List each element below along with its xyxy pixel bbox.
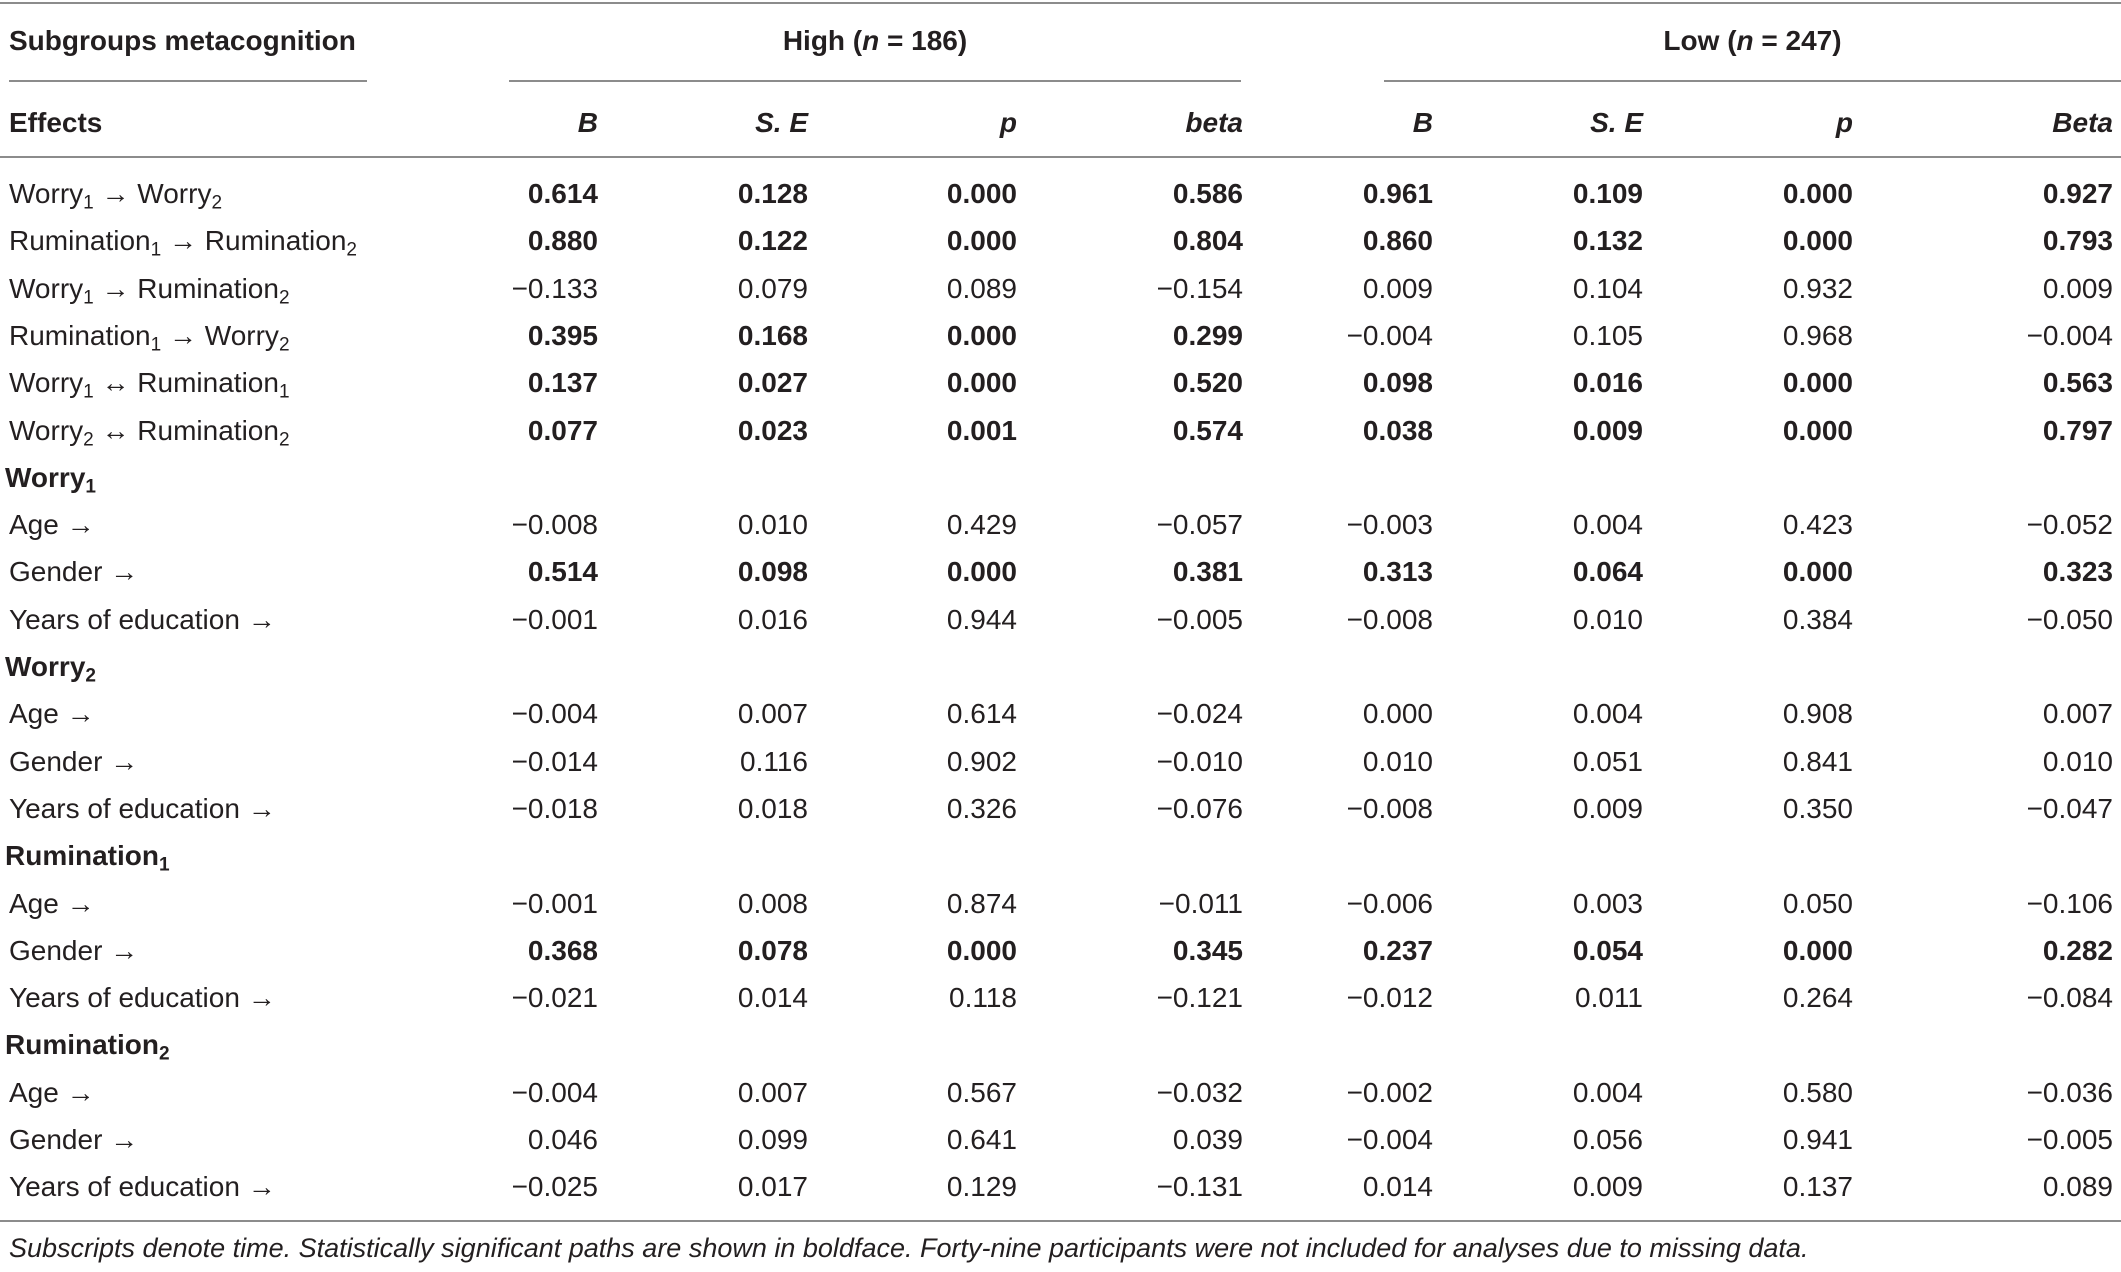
table-cell: −0.057	[1156, 509, 1243, 541]
table-cell: 0.423	[1782, 509, 1853, 541]
table-cell: −0.021	[511, 982, 598, 1014]
table-cell: 0.009	[1572, 414, 1643, 446]
table-cell: 0.089	[946, 272, 1017, 304]
low-group-underline	[1384, 80, 2121, 82]
table-cell: 0.841	[1782, 745, 1853, 777]
table-cell: 0.429	[946, 509, 1017, 541]
table-cell: −0.005	[1156, 603, 1243, 635]
table-cell: 0.350	[1782, 792, 1853, 824]
table-cell: 0.014	[737, 982, 808, 1014]
header-bottom-rule	[0, 156, 2121, 158]
table-cell: 0.000	[1782, 934, 1853, 966]
table-cell: 0.009	[1362, 272, 1433, 304]
table-cell: −0.011	[1158, 887, 1243, 919]
table-cell: 0.520	[1172, 367, 1243, 399]
table-cell: 0.077	[527, 414, 598, 446]
table-cell: 0.000	[946, 367, 1017, 399]
table-cell: 0.046	[527, 1124, 598, 1155]
table-cell: 0.874	[946, 887, 1017, 919]
table-cell: 0.099	[737, 1124, 808, 1155]
row-label: Gender →	[9, 1124, 139, 1155]
table-cell: 0.282	[2042, 934, 2113, 966]
table-cell: 0.017	[737, 1171, 808, 1203]
table-cell: −0.106	[2026, 887, 2113, 919]
table-cell: 0.011	[1575, 982, 1643, 1014]
table-cell: −0.084	[2026, 982, 2113, 1014]
table-cell: −0.014	[511, 745, 598, 777]
table-cell: 0.326	[946, 792, 1017, 824]
table-cell: 0.008	[737, 887, 808, 919]
high-col-header-3: beta	[1185, 107, 1243, 138]
table-cell: 0.000	[946, 319, 1017, 351]
table-cell: 0.023	[737, 414, 808, 446]
table-cell: −0.008	[511, 509, 598, 541]
table-cell: −0.032	[1156, 1076, 1243, 1108]
table-cell: 0.927	[2042, 178, 2113, 209]
table-cell: 0.098	[1362, 367, 1433, 399]
table-cell: 0.614	[527, 178, 598, 209]
table-cell: −0.005	[2026, 1124, 2113, 1155]
table-cell: 0.004	[1572, 509, 1643, 541]
table-cell: 0.137	[527, 367, 598, 399]
low-col-header-1: S. E	[1590, 107, 1643, 138]
table-cell: 0.514	[527, 556, 598, 588]
table-cell: 0.000	[1782, 556, 1853, 588]
row-label: Gender →	[9, 745, 139, 777]
table-cell: 0.132	[1572, 225, 1643, 257]
table-cell: −0.004	[511, 1076, 598, 1108]
table-cell: −0.004	[511, 698, 598, 730]
table-cell: 0.313	[1362, 556, 1433, 588]
table-cell: 0.079	[737, 272, 808, 304]
table-cell: 0.007	[737, 1076, 808, 1108]
subgroups-metacognition-header: Subgroups metacognition	[9, 25, 356, 56]
row-label: Years of education →	[9, 982, 276, 1014]
high-col-header-1: S. E	[755, 107, 808, 138]
low-group-header: Low (n = 247)	[1663, 25, 1842, 56]
row-label: Worry$_1$ → Worry$_2$	[9, 178, 223, 214]
table-cell: −0.006	[1346, 887, 1433, 919]
section-heading: Rumination$_1$	[5, 840, 170, 876]
table-cell: 0.009	[1572, 1171, 1643, 1203]
table-cell: −0.008	[1346, 603, 1433, 635]
table-cell: 0.574	[1172, 414, 1243, 446]
table-cell: −0.004	[1346, 319, 1433, 351]
table-cell: −0.121	[1156, 982, 1243, 1014]
table-cell: −0.036	[2026, 1076, 2113, 1108]
table-cell: 0.122	[737, 225, 808, 257]
table-footnote: Subscripts denote time. Statistically significant paths are shown in boldface. Forty-nine participants were not included for analyses due to missing data.	[9, 1233, 1809, 1263]
table-cell: 0.968	[1782, 319, 1853, 351]
table-cell: 0.128	[737, 178, 808, 209]
table-cell: −0.001	[511, 887, 598, 919]
table-cell: 0.567	[946, 1076, 1017, 1108]
table-cell: 0.793	[2042, 225, 2113, 257]
table-cell: −0.002	[1346, 1076, 1433, 1108]
table-cell: 0.000	[1782, 225, 1853, 257]
table-cell: 0.016	[737, 603, 808, 635]
table-cell: −0.024	[1156, 698, 1243, 730]
table-cell: −0.025	[511, 1171, 598, 1203]
table-cell: −0.047	[2026, 792, 2113, 824]
table-cell: 0.961	[1362, 178, 1433, 209]
table-cell: 0.109	[1572, 178, 1643, 209]
table-cell: 0.345	[1172, 934, 1243, 966]
table-cell: 0.007	[737, 698, 808, 730]
table-cell: 0.932	[1782, 272, 1853, 304]
table-cell: 0.563	[2042, 367, 2113, 399]
table-cell: 0.941	[1782, 1124, 1853, 1155]
table-cell: 0.299	[1172, 319, 1243, 351]
table-cell: −0.154	[1156, 272, 1243, 304]
table-cell: 0.395	[527, 319, 598, 351]
table-cell: 0.089	[2042, 1171, 2113, 1203]
table-cell: 0.586	[1172, 178, 1243, 209]
table-cell: 0.000	[1782, 367, 1853, 399]
table-cell: 0.129	[946, 1171, 1017, 1203]
low-col-header-3: Beta	[2052, 107, 2113, 138]
table-cell: 0.168	[737, 319, 808, 351]
table-cell: −0.012	[1346, 982, 1433, 1014]
table-cell: −0.131	[1156, 1171, 1243, 1203]
table-cell: 0.323	[2042, 556, 2113, 588]
table-cell: −0.004	[1346, 1124, 1433, 1155]
row-label: Age →	[9, 698, 95, 730]
row-label: Years of education →	[9, 603, 276, 635]
effects-header: Effects	[9, 107, 103, 138]
row-label: Age →	[9, 509, 95, 541]
table-cell: 0.098	[737, 556, 808, 588]
table-cell: 0.054	[1572, 934, 1643, 966]
table-cell: 0.010	[737, 509, 808, 541]
high-col-header-0: B	[577, 107, 598, 138]
table-cell: 0.009	[1572, 792, 1643, 824]
table-cell: 0.064	[1572, 556, 1643, 588]
table-cell: 0.368	[527, 934, 598, 966]
table-cell: −0.018	[511, 792, 598, 824]
table-cell: −0.004	[2026, 319, 2113, 351]
table-cell: 0.105	[1572, 319, 1643, 351]
table-cell: 0.384	[1782, 603, 1853, 635]
table-cell: 0.104	[1572, 272, 1643, 304]
table-cell: 0.010	[1362, 745, 1433, 777]
table-cell: 0.000	[946, 556, 1017, 588]
table-cell: 0.016	[1572, 367, 1643, 399]
row-label: Worry$_1$ ↔ Rumination$_1$	[9, 367, 290, 403]
table-cell: 0.038	[1362, 414, 1433, 446]
table-cell: −0.001	[511, 603, 598, 635]
table-cell: 0.580	[1782, 1076, 1853, 1108]
subgroups-underline	[9, 80, 367, 82]
table-cell: 0.902	[946, 745, 1017, 777]
table-cell: 0.860	[1362, 225, 1433, 257]
row-label: Rumination$_1$ → Rumination$_2$	[9, 225, 358, 261]
table-cell: −0.010	[1156, 745, 1243, 777]
section-heading: Worry$_2$	[5, 651, 96, 687]
table-cell: 0.237	[1362, 934, 1433, 966]
table-cell: −0.008	[1346, 792, 1433, 824]
table-cell: 0.039	[1172, 1124, 1243, 1155]
table-cell: −0.003	[1346, 509, 1433, 541]
table-cell: 0.118	[949, 982, 1017, 1014]
table-cell: 0.908	[1782, 698, 1853, 730]
table-cell: −0.076	[1156, 792, 1243, 824]
table-cell: −0.052	[2026, 509, 2113, 541]
table-cell: 0.003	[1572, 887, 1643, 919]
table-cell: −0.050	[2026, 603, 2113, 635]
table-cell: 0.116	[740, 745, 808, 777]
row-label: Years of education →	[9, 1171, 276, 1203]
row-label: Worry$_2$ ↔ Rumination$_2$	[9, 414, 290, 450]
table-cell: 0.944	[946, 603, 1017, 635]
table-cell: 0.010	[2042, 745, 2113, 777]
high-group-underline	[509, 80, 1241, 82]
table-cell: 0.381	[1172, 556, 1243, 588]
table-cell: 0.000	[946, 934, 1017, 966]
table-top-rule	[0, 2, 2121, 4]
table-cell: 0.000	[946, 225, 1017, 257]
table-cell: 0.051	[1572, 745, 1643, 777]
section-heading: Worry$_1$	[5, 461, 96, 498]
row-label: Age →	[9, 887, 95, 919]
table-cell: 0.004	[1572, 698, 1643, 730]
table-cell: 0.004	[1572, 1076, 1643, 1108]
table-cell: 0.056	[1572, 1124, 1643, 1155]
table-cell: 0.641	[946, 1124, 1017, 1155]
table-cell: 0.614	[946, 698, 1017, 730]
table-cell: 0.078	[737, 934, 808, 966]
row-label: Age →	[9, 1076, 95, 1108]
table-cell: 0.137	[1782, 1171, 1853, 1203]
table-cell: 0.880	[527, 225, 598, 257]
table-cell: 0.797	[2042, 414, 2113, 446]
table-cell: 0.027	[737, 367, 808, 399]
row-label: Gender →	[9, 556, 139, 588]
table-cell: 0.000	[1782, 414, 1853, 446]
row-label: Worry$_1$ → Rumination$_2$	[9, 272, 290, 308]
table-cell: 0.000	[1782, 178, 1853, 209]
section-heading: Rumination$_2$	[5, 1029, 170, 1065]
table-cell: 0.014	[1362, 1171, 1433, 1203]
table-cell: 0.007	[2042, 698, 2113, 730]
table-cell: 0.804	[1172, 225, 1243, 257]
table-cell: 0.050	[1782, 887, 1853, 919]
table-cell: 0.000	[1362, 698, 1433, 730]
table-cell: 0.264	[1782, 982, 1853, 1014]
row-label: Gender →	[9, 934, 139, 966]
table-cell: −0.133	[511, 272, 598, 304]
table-cell: 0.018	[737, 792, 808, 824]
table-bottom-rule	[0, 1220, 2121, 1222]
table-cell: 0.010	[1572, 603, 1643, 635]
table-cell: 0.009	[2042, 272, 2113, 304]
high-group-header: High (n = 186)	[782, 25, 968, 56]
table-cell: 0.001	[946, 414, 1017, 446]
high-col-header-2: p	[999, 107, 1017, 138]
row-label: Years of education →	[9, 792, 276, 824]
row-label: Rumination$_1$ → Worry$_2$	[9, 319, 290, 356]
table-cell: 0.000	[946, 178, 1017, 209]
low-col-header-2: p	[1835, 107, 1853, 138]
low-col-header-0: B	[1412, 107, 1433, 138]
